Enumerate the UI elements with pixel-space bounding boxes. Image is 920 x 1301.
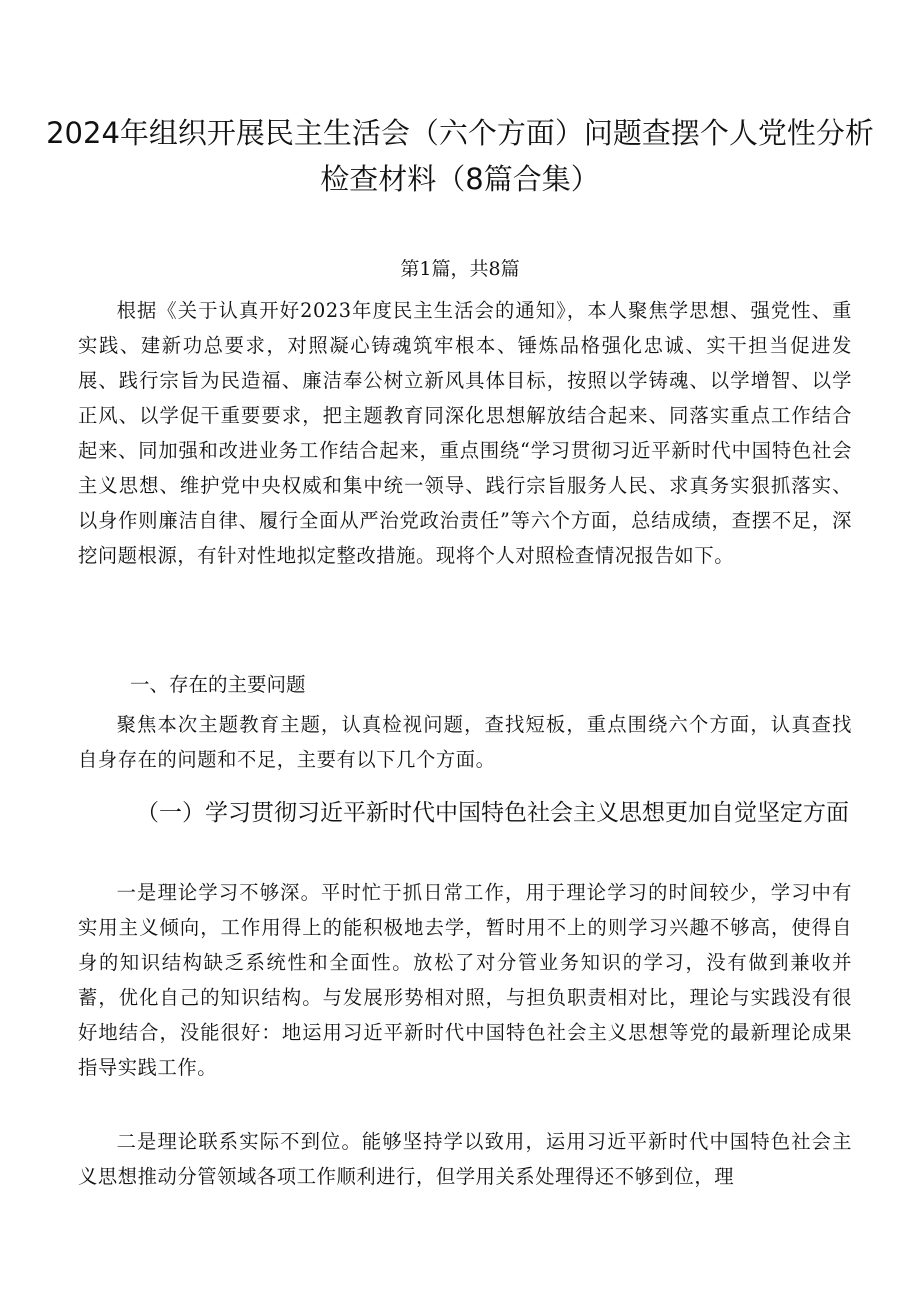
section-heading-1: 一、存在的主要问题	[130, 673, 306, 696]
section-1-paragraph: 聚焦本次主题教育主题，认真检视问题，查找短板，重点围绕六个方面，认真查找自身存在的问题和不足，主要有以下几个方面。	[78, 713, 852, 771]
point-2-paragraph: 二是理论联系实际不到位。能够坚持学以致用，运用习近平新时代中国特色社会主义思想推动分管领域各项工作顺利进行，但学用关系处理得还不够到位，理	[78, 1130, 852, 1188]
document-subtitle: 第1篇，共8篇	[400, 258, 520, 280]
subsection-heading-1: （一）学习贯彻习近平新时代中国特色社会主义思想更加自觉坚定方面	[136, 800, 849, 826]
document-title: 2024年组织开展民主生活会（六个方面）问题查摆个人党性分析检查材料（8篇合集）	[46, 116, 874, 196]
intro-paragraph: 根据《关于认真开好2023年度民主生活会的通知》，本人聚焦学思想、强党性、重实践、建新功总要求，对照凝心铸魂筑牢根本、锤炼品格强化忠诚、实干担当促进发展、践行宗旨为民造福、廉洁奉公树立新风具体目标，按照以学铸魂、以学增智、以学正风、以学促干重要要求，把主题教育同深化思想解放结合起来、同落实重点工作结合起来、同加强和改进业务工作结合起来，重点围绕“学习贯彻习近平新时代中国特色社会主义思想、维护党中央权威和集中统一领导、践行宗旨服务人民、求真务实狠抓落实、以身作则廉洁自律、履行全面从严治党政治责任”等六个方面，总结成绩，查摆不足，深挖问题根源，有针对性地拟定整改措施。现将个人对照检查情况报告如下。	[78, 299, 852, 567]
point-1-paragraph: 一是理论学习不够深。平时忙于抓日常工作，用于理论学习的时间较少，学习中有实用主义倾向，工作用得上的能积极地去学，暂时用不上的则学习兴趣不够高，使得自身的知识结构缺乏系统性和全面性。放松了对分管业务知识的学习，没有做到兼收并蓄，优化自己的知识结构。与发展形势相对照，与担负职责相对比，理论与实践没有很好地结合，没能很好：地运用习近平新时代中国特色社会主义思想等党的最新理论成果指导实践工作。	[78, 881, 852, 1079]
